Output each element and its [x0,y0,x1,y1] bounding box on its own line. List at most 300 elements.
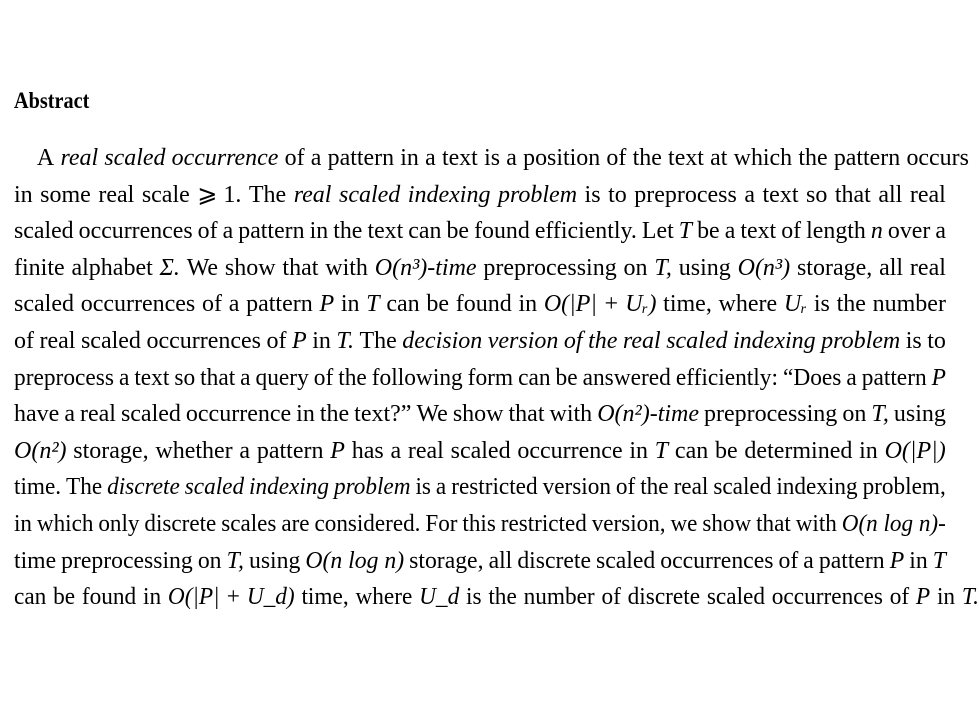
abstract-word: the [338,364,367,391]
abstract-word [334,469,411,506]
italic-text: scaled [184,474,245,501]
abstract-word: scaled [14,291,74,318]
abstract-word: alphabet [71,254,153,281]
italic-text: O(n²) [14,437,67,464]
italic-text: T [366,291,380,318]
abstract-word: to [927,327,946,354]
italic-text: real [293,181,332,208]
abstract-word: The [248,181,287,208]
abstract-word [292,323,307,360]
abstract-line [14,360,946,397]
abstract-word: can [386,291,420,318]
abstract-word: position [523,145,601,171]
abstract-word [402,323,482,360]
abstract-word: finite [14,254,65,281]
abstract-word: occurrences [771,584,883,611]
abstract-word: a [390,437,402,464]
italic-text: T [932,547,946,574]
abstract-word [172,140,279,177]
abstract-word: number [523,584,595,611]
abstract-word: a [935,218,946,245]
abstract-word: real [79,401,116,428]
abstract-word [733,323,816,360]
abstract-word: number [872,291,946,318]
abstract-word [932,360,946,397]
abstract-word: determined [744,437,853,464]
abstract-word: the [333,218,363,245]
italic-text: indexing [407,181,491,208]
abstract-word: be [446,218,470,245]
abstract-word: text [668,145,704,171]
abstract-word: in [312,327,331,354]
abstract-word: on [623,254,648,281]
abstract-line [14,213,946,250]
abstract-word [366,286,379,323]
abstract-word: the [798,145,828,171]
abstract-word: is [484,145,501,171]
abstract-word [294,177,332,214]
abstract-word [784,286,807,323]
abstract-word: scaled [706,584,766,611]
abstract-line [14,286,946,323]
italic-text: version [487,327,559,354]
abstract-word: occurrence [185,401,292,428]
abstract-word: text [134,364,170,391]
abstract-word [104,140,165,177]
italic-text: scaled [666,327,728,354]
italic-text: the [588,327,618,354]
abstract-word: occurrences [80,291,196,318]
abstract-word: using [678,254,731,281]
abstract-word: of [615,474,636,501]
abstract-word: are [281,510,310,537]
abstract-word: so [174,364,196,391]
abstract-word: in [936,584,956,611]
abstract-word: is [813,291,830,318]
italic-text: Uᵣ [783,291,808,318]
abstract-word [666,323,727,360]
abstract-word: which [36,510,94,537]
abstract-word: found [474,218,530,245]
abstract-word: a [744,181,756,208]
abstract-word: using [893,401,946,428]
abstract-word [564,323,583,360]
abstract-word: discrete [627,584,701,611]
abstract-word: in [909,547,928,574]
abstract-word: time, [301,584,349,611]
italic-text: P [330,437,345,464]
abstract-word [916,579,930,616]
abstract-word [14,433,67,470]
abstract-word: on [842,401,867,428]
abstract-word: text?” [354,401,412,428]
abstract-word: pattern [861,364,927,391]
italic-text: P [915,584,931,611]
abstract-word [227,543,244,580]
abstract-word: can [408,218,442,245]
abstract-word [249,469,329,506]
abstract-word [588,323,617,360]
abstract-word: on [197,547,222,574]
abstract-word [60,140,98,177]
abstract-word: be [555,364,578,391]
abstract-word: all [488,547,513,574]
italic-text: discrete [107,474,180,501]
abstract-word [933,543,946,580]
abstract-word [375,250,477,287]
abstract-word: efficiently. [534,218,637,245]
italic-text: O(n³) [737,254,791,281]
abstract-word: we [670,510,698,537]
abstract-word: at [710,145,728,171]
abstract-word: restricted [451,474,538,501]
abstract-word: have [14,401,60,428]
abstract-word: indexing [776,474,858,501]
abstract-word: occurs [906,145,969,171]
abstract-word: the [319,401,350,428]
abstract-word: a [240,364,251,391]
abstract-word: a [239,437,251,464]
italic-text: problem [821,327,901,354]
abstract-word: text [762,181,799,208]
abstract-word: real [909,181,946,208]
abstract-word: over [887,218,931,245]
abstract-word: in [859,437,878,464]
italic-text: problem [497,181,578,208]
abstract-word: following [371,364,463,391]
abstract-word: found [455,291,512,318]
abstract-word: of [889,584,910,611]
abstract-word: of [202,291,222,318]
abstract-word: so [806,181,828,208]
abstract-word: of [781,218,802,245]
abstract-word: can [14,584,47,611]
abstract-word: to [608,181,627,208]
abstract-word: occurrences [146,327,262,354]
abstract-word: with [549,401,593,428]
abstract-word: of [778,547,799,574]
italic-text: T. [961,584,979,611]
abstract-line [14,140,969,177]
abstract-word: a [846,364,857,391]
italic-text: T, [871,401,889,428]
abstract-word: can [674,437,709,464]
italic-text: T [654,437,669,464]
abstract-word: be [697,218,720,245]
abstract-word: a [64,401,75,428]
abstract-word: length [806,218,866,245]
abstract-word: a [228,291,240,318]
abstract-word: Let [641,218,674,245]
abstract-word: scaled [120,401,181,428]
italic-text: T [678,218,693,245]
abstract-word: a [803,547,814,574]
abstract-word: pattern [327,145,395,171]
italic-text: scaled [104,145,166,171]
abstract-word: pattern [238,218,305,245]
abstract-word: time [14,547,57,574]
abstract-word: restricted [500,510,587,537]
abstract-word: preprocessing [61,547,193,574]
abstract-word: storage, [409,547,484,574]
abstract-line [14,543,946,580]
abstract-word: that [756,510,791,537]
abstract-word: storage, [73,437,149,464]
italic-text: occurrence [171,145,279,171]
abstract-word: can [518,364,551,391]
abstract-word: a [506,145,517,171]
abstract-word: preprocessing [483,254,617,281]
abstract-word: is [584,181,601,208]
abstract-word: For [425,510,458,537]
abstract-word: The [359,327,397,354]
abstract-word [871,396,889,433]
abstract-word: of [601,584,621,611]
abstract-word: scales [221,510,277,537]
abstract-word: scaled [14,218,74,245]
italic-text: P [889,547,905,574]
abstract-word: in [142,584,162,611]
italic-text: O(|P| + Uᵣ) [543,291,657,318]
abstract-word [679,213,692,250]
abstract-word [597,396,699,433]
abstract-word [623,323,661,360]
abstract-word: text [740,218,777,245]
abstract-word: real [673,474,709,501]
italic-text: Σ. [159,254,180,281]
abstract-word [408,177,491,214]
italic-text: indexing [249,474,330,501]
abstract-word: be [426,291,449,318]
abstract-word [107,469,180,506]
abstract-word: of [606,145,627,171]
abstract-word: preprocess [634,181,737,208]
abstract-word: using [248,547,301,574]
abstract-word: a [435,474,447,501]
abstract-word: considered. [314,510,421,537]
abstract-word [842,506,946,543]
italic-text: P [931,364,946,391]
abstract-word: the [836,291,866,318]
abstract-word: “Does [782,364,842,391]
abstract-word: some [40,181,91,208]
abstract-word: real [39,327,76,354]
abstract-word: whether [155,437,233,464]
abstract-line [14,250,946,287]
abstract-word [319,286,334,323]
italic-text: n [870,218,883,245]
italic-text: decision [402,327,483,354]
abstract-word: this [462,510,496,537]
abstract-word: real [407,437,444,464]
abstract-word: discrete [144,510,217,537]
abstract-word [962,579,979,616]
abstract-word: which [733,145,793,171]
abstract-word: be [53,584,76,611]
abstract-word [498,177,577,214]
abstract-word: with [795,510,837,537]
abstract-word: is [466,584,482,611]
abstract-word: We [186,254,219,281]
abstract-word: discrete [517,547,591,574]
abstract-word: is [415,474,431,501]
abstract-word [168,579,295,616]
abstract-word: scaled [596,547,656,574]
italic-text: O(n³)-time [374,254,477,281]
abstract-line [14,323,946,360]
abstract-word: text [441,145,478,171]
abstract-word: time. [14,474,62,501]
abstract-word [488,323,559,360]
abstract-word: occurrences [660,547,774,574]
italic-text: O(n log n) [305,547,405,574]
italic-text: T. [336,327,354,354]
abstract-word: time, [663,291,712,318]
abstract-word: in [400,145,419,171]
abstract-line [14,177,946,214]
abstract-word: all [879,254,904,281]
abstract-word [544,286,657,323]
abstract-word: efficiently: [675,364,779,391]
abstract-word: the [640,474,669,501]
abstract-word: a [222,218,234,245]
abstract-word [738,250,791,287]
abstract-word [330,433,345,470]
abstract-word: The [66,474,103,501]
italic-text: O(|P|) [884,437,946,464]
abstract-word: only [98,510,140,537]
abstract-word: of [197,218,218,245]
abstract-word: in [309,218,329,245]
abstract-word [655,433,668,470]
abstract-word: in [296,401,315,428]
abstract-word: a [724,218,736,245]
abstract-word: of [284,145,305,171]
abstract-word: real [909,254,946,281]
abstract-word: A [36,145,55,171]
abstract-word: occurrences [78,218,193,245]
abstract-word: found [81,584,137,611]
abstract-word [185,469,244,506]
abstract-line [14,469,946,506]
abstract-word [305,543,404,580]
italic-text: P [319,291,335,318]
abstract-word: show [224,254,276,281]
abstract-line [14,506,946,543]
abstract-word [871,213,883,250]
abstract-word: where [355,584,413,611]
abstract-word: show [702,510,752,537]
abstract-word: that [834,181,871,208]
italic-text: O(n log n)- [841,510,946,537]
abstract-word: in [340,291,360,318]
abstract-word: that [508,401,545,428]
abstract-word: storage, [796,254,873,281]
abstract-word: preprocess [14,364,114,391]
abstract-word: pattern [256,437,324,464]
abstract-line [14,579,979,616]
abstract-word [885,433,946,470]
abstract-word: version [542,474,611,501]
abstract-word: of [313,364,334,391]
abstract-word: preprocessing [704,401,838,428]
abstract-word: a [425,145,436,171]
abstract-word: pattern [246,291,313,318]
italic-text: U_d [419,584,460,611]
abstract-word: scaled [713,474,772,501]
abstract-word: in [14,510,32,537]
abstract-word: scale [141,181,190,208]
abstract-word [890,543,904,580]
abstract-word: text [367,218,404,245]
abstract-word [339,177,400,214]
italic-text: O(|P| + U_d) [167,584,295,611]
abstract-word [419,579,459,616]
abstract-word: has [351,437,384,464]
abstract-word: a [118,364,130,391]
abstract-word: all [878,181,903,208]
italic-text: problem [333,474,411,501]
abstract-word: occurrence [517,437,623,464]
abstract-word: problem, [862,474,946,501]
abstract-word [654,250,672,287]
abstract-word: We [416,401,448,428]
abstract-word: pattern [818,547,885,574]
abstract-word: scaled [450,437,511,464]
abstract-word: scaled [80,327,141,354]
abstract-word: where [718,291,778,318]
italic-text: of [563,327,583,354]
italic-text: T, [654,254,672,281]
italic-text: real [622,327,661,354]
abstract-word: a [310,145,322,171]
italic-text: real [60,145,99,171]
italic-text: O(n²)-time [597,401,700,428]
italic-text: T, [226,547,244,574]
abstract-word: that [282,254,319,281]
abstract-word: with [325,254,368,281]
abstract-word: be [715,437,738,464]
abstract-word [160,250,180,287]
italic-text: P [292,327,307,354]
abstract-word: version, [591,510,666,537]
abstract-word: pattern [833,145,901,171]
abstract-word: real [98,181,135,208]
abstract-word: answered [582,364,671,391]
abstract-body [14,140,979,616]
abstract-word: the [488,584,517,611]
abstract-word: of [266,327,287,354]
abstract-line [14,396,946,433]
abstract-word: in [518,291,538,318]
abstract-heading: Abstract [14,88,90,113]
abstract-word: ⩾ 1. [197,181,242,208]
abstract-word: is [905,327,922,354]
abstract-word: of [14,327,34,354]
abstract-word: the [632,145,662,171]
abstract-word: show [452,401,504,428]
abstract-word: form [467,364,514,391]
abstract-word: in [629,437,649,464]
italic-text: indexing [733,327,816,354]
abstract-line [14,433,946,470]
abstract-word [821,323,900,360]
abstract-word: that [200,364,236,391]
italic-text: scaled [338,181,401,208]
abstract-word [336,323,354,360]
abstract-word: in [14,181,33,208]
abstract-word: query [255,364,309,391]
